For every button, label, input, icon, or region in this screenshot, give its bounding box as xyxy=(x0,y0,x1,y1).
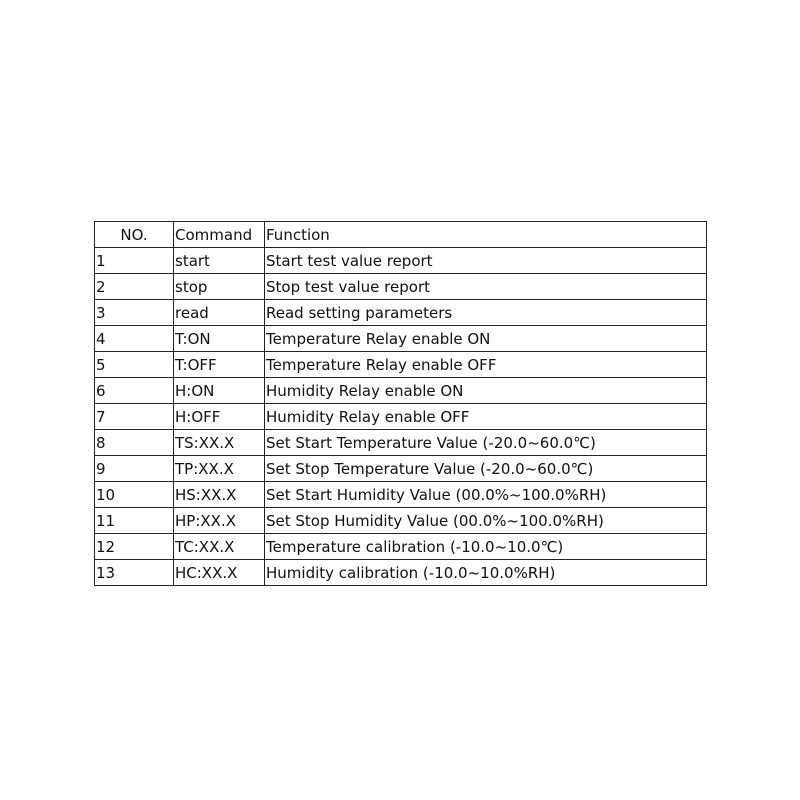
cell-no: 9 xyxy=(95,456,174,482)
table-row xyxy=(95,274,707,300)
cell-command: TC:XX.X xyxy=(174,534,265,560)
table-row xyxy=(95,456,707,482)
cell-no: 1 xyxy=(95,248,174,274)
cell-command: T:OFF xyxy=(174,352,265,378)
cell-function: Read setting parameters xyxy=(265,300,707,326)
cell-function: Humidity calibration (-10.0~10.0%RH) xyxy=(265,560,707,586)
cell-command: read xyxy=(174,300,265,326)
cell-command: HC:XX.X xyxy=(174,560,265,586)
table-row xyxy=(95,352,707,378)
cell-no: 10 xyxy=(95,482,174,508)
cell-function: Temperature Relay enable ON xyxy=(265,326,707,352)
table-body xyxy=(95,248,707,586)
cell-command: HP:XX.X xyxy=(174,508,265,534)
cell-command: TP:XX.X xyxy=(174,456,265,482)
cell-no: 7 xyxy=(95,404,174,430)
header-function: Function xyxy=(265,222,707,248)
header-command: Command xyxy=(174,222,265,248)
cell-command: HS:XX.X xyxy=(174,482,265,508)
cell-function: Start test value report xyxy=(265,248,707,274)
cell-function: Humidity Relay enable ON xyxy=(265,378,707,404)
cell-no: 11 xyxy=(95,508,174,534)
table-header-row xyxy=(95,222,707,248)
table-row xyxy=(95,534,707,560)
command-table xyxy=(94,221,707,586)
cell-command: H:ON xyxy=(174,378,265,404)
table-row xyxy=(95,378,707,404)
cell-function: Stop test value report xyxy=(265,274,707,300)
table-row xyxy=(95,560,707,586)
table-row xyxy=(95,508,707,534)
cell-no: 5 xyxy=(95,352,174,378)
cell-no: 8 xyxy=(95,430,174,456)
cell-no: 4 xyxy=(95,326,174,352)
cell-command: stop xyxy=(174,274,265,300)
cell-function: Set Stop Humidity Value (00.0%~100.0%RH) xyxy=(265,508,707,534)
cell-function: Set Start Temperature Value (-20.0~60.0℃) xyxy=(265,430,707,456)
cell-command: start xyxy=(174,248,265,274)
cell-command: T:ON xyxy=(174,326,265,352)
table-row xyxy=(95,248,707,274)
table-row xyxy=(95,300,707,326)
cell-no: 6 xyxy=(95,378,174,404)
table-row xyxy=(95,430,707,456)
cell-function: Set Stop Temperature Value (-20.0~60.0℃) xyxy=(265,456,707,482)
cell-function: Temperature Relay enable OFF xyxy=(265,352,707,378)
table-row xyxy=(95,404,707,430)
cell-command: H:OFF xyxy=(174,404,265,430)
cell-function: Temperature calibration (-10.0~10.0℃) xyxy=(265,534,707,560)
cell-function: Humidity Relay enable OFF xyxy=(265,404,707,430)
table-row xyxy=(95,482,707,508)
header-no: NO. xyxy=(95,222,174,248)
cell-no: 12 xyxy=(95,534,174,560)
table-row xyxy=(95,326,707,352)
cell-no: 3 xyxy=(95,300,174,326)
cell-command: TS:XX.X xyxy=(174,430,265,456)
cell-function: Set Start Humidity Value (00.0%~100.0%RH) xyxy=(265,482,707,508)
cell-no: 2 xyxy=(95,274,174,300)
cell-no: 13 xyxy=(95,560,174,586)
